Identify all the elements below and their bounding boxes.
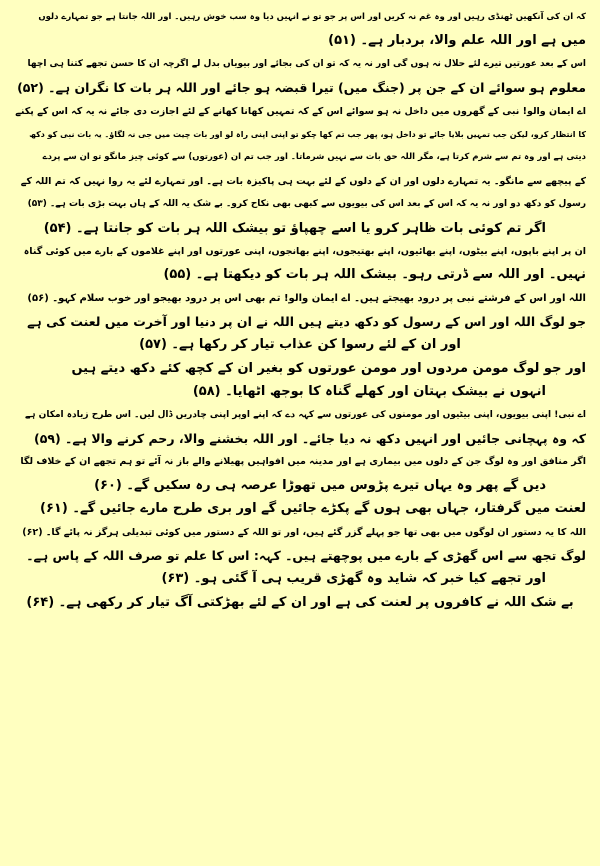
text-line: اور تجھے کیا خبر کہ شاید وہ گھڑی قریب ہی آ گئی ہو۔ (۶۳) bbox=[161, 571, 546, 587]
text-line: کہ وہ پہچانی جائیں اور انہیں دکھ نہ دیا جائے۔ اور اللہ بخشنے والا، رحم کرنے والا ہے۔ (۵۹) bbox=[34, 431, 586, 447]
text-line: جو لوگ اللہ اور اس کے رسول کو دکھ دیتے ہیں اللہ نے ان پر دنیا اور آخرت میں لعنت کی ہے bbox=[27, 314, 586, 330]
text-line: اور ان کے لئے رسوا کن عذاب تیار کر رکھا ہے۔ (۵۷) bbox=[139, 337, 461, 353]
text-line: اس کے بعد عورتیں تیرے لئے حلال نہ ہوں گی اور نہ یہ کہ تو ان کی بجائے اور بیویاں بدل لے اگرچہ ان کا حسن تجھے کتنا ہی اچھا bbox=[27, 58, 586, 69]
text-line: میں ہے اور اللہ علم والا، بردبار ہے۔ (۵۱) bbox=[328, 33, 586, 49]
text-line: معلوم ہو سوائے ان کے جن پر (جنگ میں) تیرا قبضہ ہو جائے اور اللہ ہر بات کا نگران ہے۔ (۵۲) bbox=[17, 80, 586, 96]
text-line: دیں گے پھر وہ یہاں تیرے پڑوس میں تھوڑا عرصہ ہی رہ سکیں گے۔ (۶۰) bbox=[94, 477, 546, 493]
text-line: اے ایمان والو! نبی کے گھروں میں داخل نہ ہو سوائے اس کے کہ تمہیں کھانا کھانے کے لئے اجازت دی جائے نہ یہ کہ اس کے پکنے bbox=[15, 105, 586, 117]
text-line: دیتی ہے اور وہ تم سے شرم کرتا ہے، مگر اللہ حق بات سے نہیں شرماتا۔ اور جب تم ان (عورتوں) سے کوئی چیز مانگو تو ان سے پردے bbox=[42, 152, 586, 163]
text-line: اگر منافق اور وہ لوگ جن کے دلوں میں بیماری ہے اور مدینہ میں افواہیں پھیلانے والے باز نہ آئے تو ہم تجھے ان کے خلاف لگا bbox=[20, 456, 586, 468]
text-line: اگر تم کوئی بات ظاہر کرو یا اسے چھپاؤ تو بیشک اللہ ہر بات کو جانتا ہے۔ (۵۴) bbox=[43, 220, 546, 236]
text-line: نہیں۔ اور اللہ سے ڈرتی رہو۔ بیشک اللہ ہر بات کو دیکھتا ہے۔ (۵۵) bbox=[163, 267, 586, 283]
text-line: کہ ان کی آنکھیں ٹھنڈی رہیں اور وہ غم نہ کریں اور اس پر جو تو نے انہیں دیا وہ سب خوش رہیں۔ اور اللہ جانتا ہے جو تمہارے دلوں bbox=[38, 12, 586, 22]
text-line: بے شک اللہ نے کافروں پر لعنت کی ہے اور ان کے لئے بھڑکتی آگ تیار کر رکھی ہے۔ (۶۴) bbox=[26, 594, 574, 610]
text-line: لوگ تجھ سے اس گھڑی کے بارے میں پوچھتے ہیں۔ کہہ: اس کا علم تو صرف اللہ کے پاس ہے۔ bbox=[26, 547, 586, 563]
text-line: ان پر اپنے باپوں، اپنے بیٹوں، اپنے بھائیوں، اپنے بھتیجوں، اپنے بھانجوں، اپنی عورتوں اور اپنے غلاموں کے بارے میں کوئی گناہ bbox=[23, 245, 586, 257]
text-line: اللہ کا یہ دستور ان لوگوں میں بھی تھا جو پہلے گزر گئے ہیں، اور تو اللہ کے دستور میں کوئی تبدیلی ہرگز نہ پائے گا۔ (۶۲) bbox=[22, 526, 586, 538]
text-line: کا انتظار کرو، لیکن جب تمہیں بلایا جائے تو داخل ہو، پھر جب تم کھا چکو تو اپنی اپنی راہ لو اور بات چیت میں جی نہ لگاؤ۔ یہ بات نبی کو دکھ bbox=[29, 129, 586, 139]
text-line: لعنت میں گرفتار، جہاں بھی ہوں گے پکڑے جائیں گے اور بری طرح مارے جائیں گے۔ (۶۱) bbox=[40, 501, 586, 517]
text-line: اے نبی! اپنی بیویوں، اپنی بیٹیوں اور مومنوں کی عورتوں سے کہہ دے کہ اپنے اوپر اپنی چادریں ڈال لیں۔ اس طرح زیادہ امکان ہے bbox=[25, 409, 586, 420]
text-line: رسول کو دکھ دو اور نہ یہ کہ اس کے بعد اس کی بیویوں سے کبھی بھی نکاح کرو۔ بے شک یہ اللہ کے ہاں بہت بڑی بات ہے۔ (۵۳) bbox=[27, 199, 586, 210]
text-line: انہوں نے بیشک بہتان اور کھلے گناہ کا بوجھ اٹھایا۔ (۵۸) bbox=[192, 384, 546, 400]
text-line: اللہ اور اس کے فرشتے نبی پر درود بھیجتے ہیں۔ اے ایمان والو! تم بھی اس پر درود بھیجو اور خوب سلام کہو۔ (۵۶) bbox=[27, 292, 586, 304]
text-line: اور جو لوگ مومن مردوں اور مومن عورتوں کو بغیر ان کے کچھ کئے دکھ دیتے ہیں bbox=[71, 360, 586, 376]
text-line: کے پیچھے سے مانگو۔ یہ تمہارے دلوں اور ان کے دلوں کے لئے بہت ہی پاکیزہ بات ہے۔ اور تمہارے لئے یہ روا نہیں کہ تم اللہ کے bbox=[20, 175, 586, 187]
